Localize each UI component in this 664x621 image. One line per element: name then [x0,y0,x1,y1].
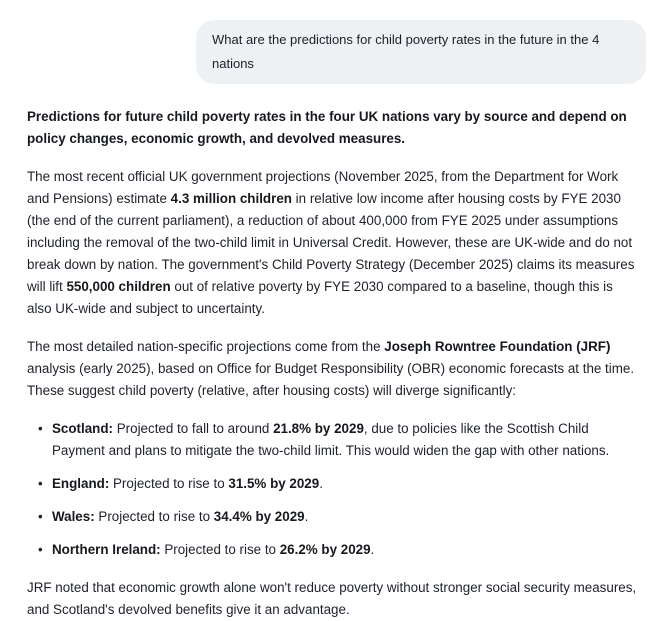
user-message-bubble: What are the predictions for child poverty rates in the future in the 4 nations [196,20,646,84]
paragraph-jrf-analysis: The most detailed nation-specific projections come from the Joseph Rowntree Foundation (JRF) analysis (early 2025), based on Office for Budget Responsibility (OBR) economic forecasts at the time. These suggest child poverty (relative, after housing costs) will diverge significantly: [27,339,635,398]
paragraph-government-projections: The most recent official UK government projections (November 2025, from the Department for Work and Pensions) estimate 4.3 million children in relative low income after housing costs by FYE 2030 (the end of the current parliament), a reduction of about 400,000 from FYE 2025 under assumptions including the removal of the two-child limit in Universal Credit. However, these are UK-wide and do not break down by nation. The government's Child Poverty Strategy (December 2025) claims its measures will lift 550,000 children out of relative poverty by FYE 2030 compared to a baseline, though this is also UK-wide and subject to uncertainty. [27,169,635,316]
nation-bullet-item: • Northern Ireland: Projected to rise to 26.2% by 2029. [52,539,641,561]
nation-bullet-item: • Scotland: Projected to fall to around 21.8% by 2029, due to policies like the Scottish Child Payment and plans to mitigate the two-child limit. This would widen the gap with other nations. [52,418,641,462]
nation-projection-list [27,418,641,561]
nation-bullet-item: • Wales: Projected to rise to 34.4% by 2029. [52,506,641,528]
nation-bullet-item: • England: Projected to rise to 31.5% by 2029. [52,473,641,495]
user-message-row [0,0,664,84]
closing-paragraph: JRF noted that economic growth alone won't reduce poverty without stronger social security measures, and Scotland's devolved benefits give it an advantage. [27,580,637,617]
assistant-message [0,84,664,621]
intro-paragraph: Predictions for future child poverty rates in the four UK nations vary by source and depend on policy changes, economic growth, and devolved measures. [27,109,627,146]
